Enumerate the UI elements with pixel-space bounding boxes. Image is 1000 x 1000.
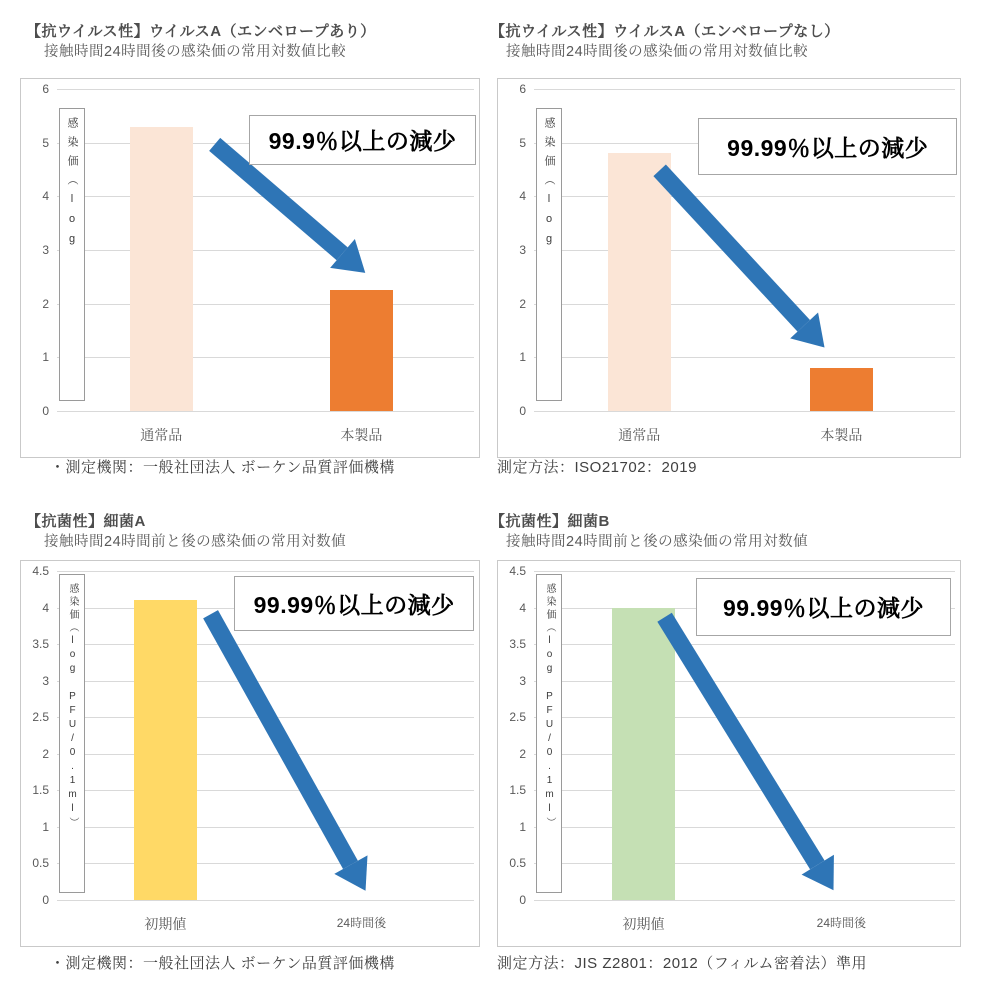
y-tick-label: 1 (42, 819, 49, 834)
y-axis-label: 感染価（log (536, 108, 562, 401)
gridline (57, 357, 474, 358)
annotation-text: 99.99％以上の減少 (722, 595, 925, 622)
measurement-note: 測定方法：JIS Z2801：2012（フィルム密着法）準用 (497, 955, 867, 972)
y-tick-label: 2 (519, 296, 526, 311)
x-category-label: 初期値 (144, 916, 187, 932)
gridline (534, 196, 955, 197)
annotation-text: 99.9％以上の減少 (268, 128, 457, 155)
bar-初期値 (134, 600, 197, 900)
chart-panel-bacteria-a (0, 490, 488, 1000)
gridline (57, 411, 474, 412)
annotation-callout (234, 576, 474, 631)
chart-frame (20, 78, 480, 458)
y-tick-label: 2 (519, 746, 526, 761)
y-tick-label: 0.5 (32, 856, 49, 871)
gridline (57, 827, 474, 828)
chart-panel-bacteria-b (488, 490, 1000, 1000)
gridline (534, 357, 955, 358)
bar-本製品 (810, 368, 873, 411)
chart-title: 【抗菌性】細菌A (26, 513, 146, 531)
plot-area (534, 89, 955, 411)
gridline (57, 304, 474, 305)
y-tick-label: 1 (519, 350, 526, 365)
x-category-label: 24時間後 (816, 916, 867, 930)
chart-title: 【抗ウイルス性】ウイルスA（エンベロープあり） (26, 23, 376, 41)
gridline (57, 571, 474, 572)
y-tick-label: 3 (519, 673, 526, 688)
annotation-text: 99.99％以上の減少 (253, 591, 455, 618)
x-axis-labels (57, 904, 474, 944)
y-tick-label: 4.5 (509, 564, 526, 578)
chart-subtitle: 接触時間24時間前と後の感染価の常用対数値 (44, 534, 347, 550)
gridline (534, 827, 955, 828)
y-tick-label: 6 (519, 82, 526, 96)
gridline (534, 863, 955, 864)
y-tick-label: 4 (519, 189, 526, 204)
y-axis-ticks (498, 82, 530, 418)
chart-panel-virus-a-enveloped (0, 0, 488, 490)
decrease-arrow (194, 604, 383, 900)
gridline (57, 644, 474, 645)
y-tick-label: 4 (42, 189, 49, 204)
x-category-label: 本製品 (820, 427, 863, 443)
y-tick-label: 3 (42, 673, 49, 688)
y-tick-label: 0 (42, 893, 49, 907)
y-tick-label: 1 (42, 350, 49, 365)
y-tick-label: 5 (42, 135, 49, 150)
chart-subtitle: 接触時間24時間後の感染価の常用対数値比較 (44, 44, 347, 60)
arrow-shaft (204, 610, 359, 868)
y-tick-label: 3 (519, 243, 526, 257)
plot-area (57, 571, 474, 900)
y-tick-label: 0 (42, 404, 49, 418)
y-tick-label: 5 (519, 135, 526, 150)
gridline (534, 411, 955, 412)
gridline (534, 790, 955, 791)
bar-本製品 (330, 290, 393, 411)
bar-通常品 (130, 127, 193, 411)
y-tick-label: 1.5 (509, 783, 526, 798)
gridline (534, 89, 955, 90)
y-tick-label: 3.5 (32, 637, 49, 652)
y-tick-label: 1 (519, 819, 526, 834)
x-category-label: 通常品 (618, 427, 661, 443)
gridline (57, 250, 474, 251)
y-axis-ticks (498, 564, 530, 907)
annotation-callout (696, 578, 951, 636)
y-tick-label: 2 (42, 296, 49, 311)
gridline (534, 900, 955, 901)
decrease-arrow (646, 156, 840, 360)
measurement-note: 測定方法：ISO21702：2019 (497, 459, 697, 476)
y-tick-label: 6 (42, 82, 49, 96)
y-axis-label: 感染価（log PFU/0.1ml） (536, 574, 562, 893)
chart-subtitle: 接触時間24時間前と後の感染価の常用対数値 (506, 534, 809, 550)
chart-frame (497, 560, 961, 947)
x-category-label: 初期値 (622, 916, 665, 932)
chart-frame (497, 78, 961, 458)
y-tick-label: 0.5 (509, 856, 526, 871)
y-axis-label: 感染価（log (59, 108, 85, 401)
chart-frame (20, 560, 480, 947)
plot-area (534, 571, 955, 900)
plot-area (57, 89, 474, 411)
y-axis-ticks (21, 82, 53, 418)
x-axis-labels (534, 415, 955, 455)
y-tick-label: 2.5 (509, 710, 526, 725)
gridline (57, 863, 474, 864)
x-axis-labels (57, 415, 474, 455)
y-tick-label: 0 (519, 893, 526, 907)
y-tick-label: 0 (519, 404, 526, 418)
gridline (534, 644, 955, 645)
annotation-callout (698, 118, 957, 175)
chart-subtitle: 接触時間24時間後の感染価の常用対数値比較 (506, 44, 809, 60)
x-axis-labels (534, 904, 955, 944)
y-tick-label: 2 (42, 746, 49, 761)
y-tick-label: 1.5 (32, 783, 49, 798)
gridline (534, 304, 955, 305)
arrow-shaft (654, 164, 810, 331)
chart-panel-virus-a-nonenveloped (488, 0, 1000, 490)
gridline (57, 790, 474, 791)
y-axis-ticks (21, 564, 53, 907)
annotation-callout (249, 115, 476, 165)
x-category-label: 24時間後 (336, 916, 387, 930)
gridline (534, 681, 955, 682)
gridline (534, 571, 955, 572)
arrow-shaft (657, 613, 824, 869)
y-tick-label: 4 (42, 600, 49, 615)
x-category-label: 本製品 (340, 427, 383, 443)
chart-title: 【抗菌性】細菌B (490, 513, 610, 531)
y-axis-label: 感染価（log PFU/0.1ml） (59, 574, 85, 893)
measurement-note: ・測定機関：一般社団法人 ボーケン品質評価機構 (50, 459, 395, 476)
annotation-text: 99.99％以上の減少 (727, 134, 929, 161)
x-category-label: 通常品 (140, 427, 183, 443)
y-tick-label: 4 (519, 600, 526, 615)
y-tick-label: 4.5 (32, 564, 49, 578)
measurement-note: ・測定機関：一般社団法人 ボーケン品質評価機構 (50, 955, 395, 972)
gridline (57, 89, 474, 90)
y-tick-label: 2.5 (32, 710, 49, 725)
chart-title: 【抗ウイルス性】ウイルスA（エンベロープなし） (490, 23, 840, 41)
y-tick-label: 3 (42, 243, 49, 257)
gridline (57, 900, 474, 901)
y-tick-label: 3.5 (509, 637, 526, 652)
